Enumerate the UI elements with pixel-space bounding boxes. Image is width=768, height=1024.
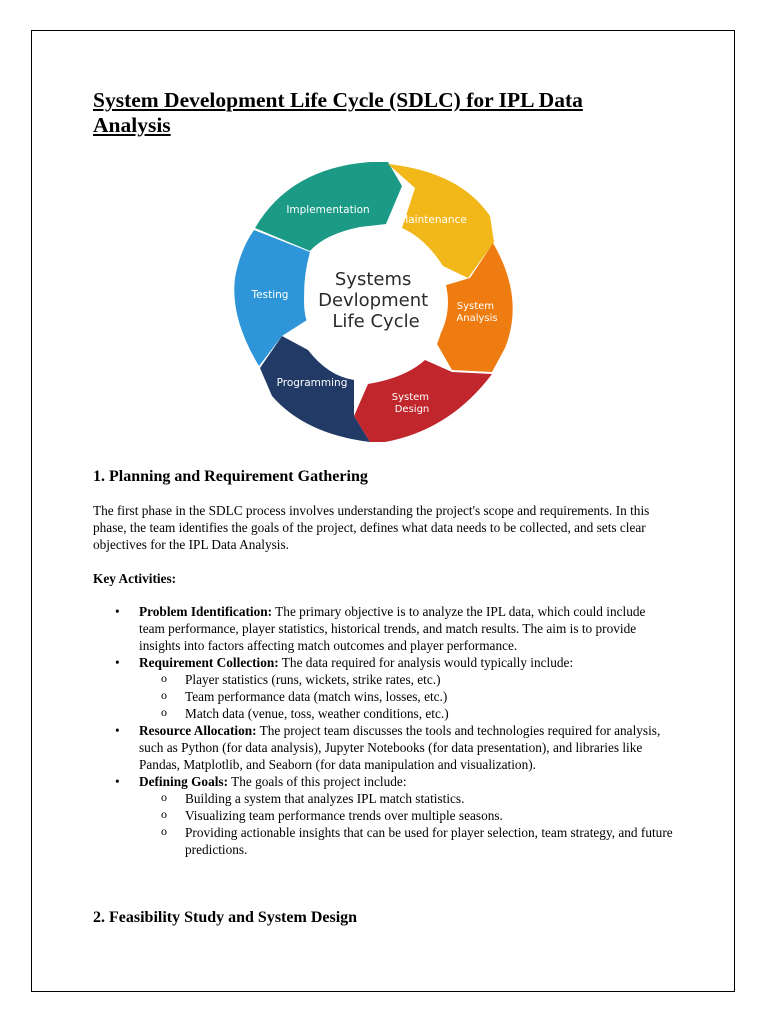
sub-list (139, 790, 673, 858)
list-item (93, 773, 673, 858)
segment-implementation-label: Implementation (286, 204, 370, 216)
bullet-text: The primary objective is to analyze the IPL data, which could include team performance, player statistics, historical trends, and match results. The aim is to provide insights into factors affecting match outcomes and player performance. (139, 604, 646, 653)
sub-list-item: o Team performance data (match wins, losses, etc.) (139, 688, 673, 705)
bullet-label: Resource Allocation: (139, 723, 257, 738)
bullet-text: The project team discusses the tools and technologies required for analysis, such as Python (for data analysis), Jupyter Notebooks (for data presentation), and libraries like Pandas, Matplotlib, and Seaborn (for data manipulation and visualization). (139, 723, 661, 772)
svg-text:System Analysis (456, 301, 497, 324)
section-1-heading: 1. Planning and Requirement Gathering (93, 468, 368, 485)
list-item (93, 722, 673, 773)
key-activities-list (93, 603, 673, 858)
bullet-label: Requirement Collection: (139, 655, 279, 670)
svg-text:Implementation (286, 204, 369, 216)
diagram-center-line-1: Systems (334, 269, 412, 290)
bullet-label: Defining Goals: (139, 774, 229, 789)
sub-list-item: o Visualizing team performance trends over multiple seasons. (139, 807, 673, 824)
svg-text:Systems Devlopment Lif (318, 269, 434, 332)
svg-text:Testing (251, 289, 289, 301)
sub-list-item: o Building a system that analyzes IPL match statistics. (139, 790, 673, 807)
segment-system-analysis-label-2: Analysis (456, 313, 498, 324)
section-1-intro: The first phase in the SDLC process involves understanding the project's scope and requirements. In this phase, the team identifies the goals of the project, defines what data needs to be collected, and sets clear objectives for the IPL Data Analysis. (93, 503, 650, 552)
list-item (93, 654, 673, 722)
document-title: System Development Life Cycle (SDLC) for IPL Data Analysis (93, 88, 583, 137)
list-item (93, 603, 673, 654)
sdlc-cycle-diagram (230, 158, 520, 446)
sub-list-item: o Match data (venue, toss, weather conditions, etc.) (139, 705, 673, 722)
segment-testing-label: Testing (251, 289, 289, 301)
bullet-label: Problem Identification: (139, 604, 273, 619)
segment-maintenance-label: Maintenance (399, 214, 467, 226)
bullet-text: The goals of this project include: (228, 774, 407, 789)
sub-list-item: o Player statistics (runs, wickets, strike rates, etc.) (139, 671, 673, 688)
section-2-heading: 2. Feasibility Study and System Design (93, 909, 358, 926)
svg-text:System Design (392, 392, 432, 415)
sub-list (139, 671, 673, 722)
svg-text:Maintenance (399, 214, 467, 226)
diagram-center-line-3: Life Cycle (332, 311, 420, 332)
segment-system-analysis-label-1: System (456, 301, 495, 312)
segment-programming-label: Programming (276, 377, 348, 389)
svg-text:Programming (277, 377, 348, 389)
diagram-center-line-2: Devlopment (318, 290, 429, 311)
key-activities-label: Key Activities: (93, 571, 177, 586)
segment-system-design-label-2: Design (394, 404, 430, 415)
sub-list-item: o Providing actionable insights that can be used for player selection, team strategy, and future predictions. (139, 824, 673, 858)
segment-system-design-label-1: System (391, 392, 430, 403)
bullet-text: The data required for analysis would typically include: (278, 655, 574, 670)
